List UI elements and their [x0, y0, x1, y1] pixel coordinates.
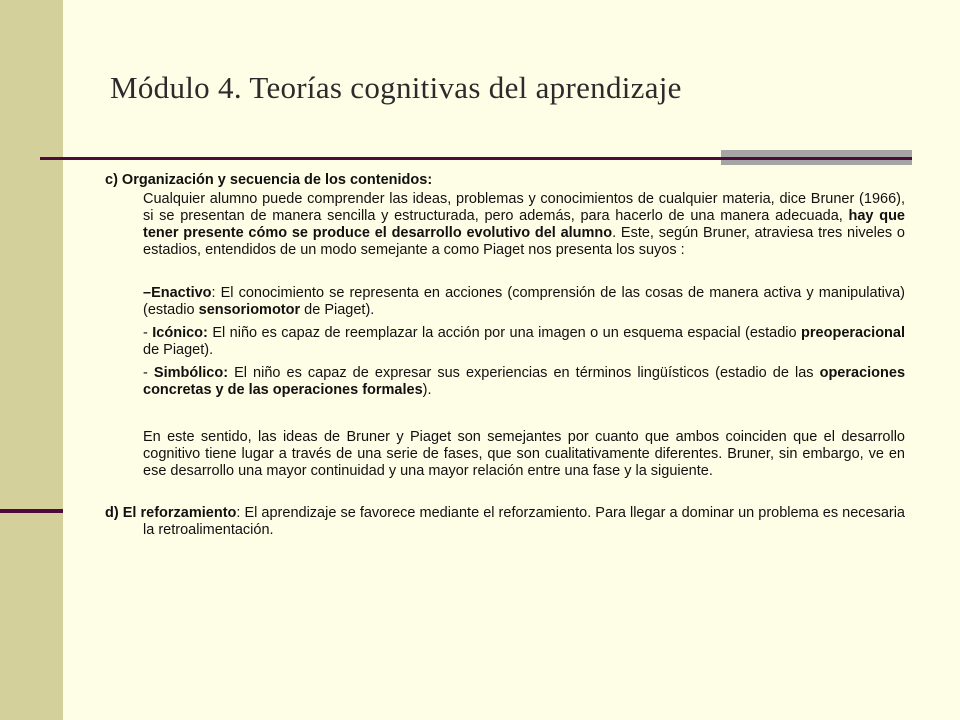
section-c-heading: c) Organización y secuencia de los contenidos: — [105, 172, 433, 188]
slide-title: Módulo 4. Teorías cognitivas del aprendizaje — [110, 70, 682, 105]
simbolico-item — [105, 365, 905, 399]
simbolico-prefix: - — [143, 365, 154, 381]
intro-bold-text: hay que tener presente cómo se produce el desarrollo evolutivo del alumno — [143, 208, 905, 241]
iconico-text-1: El niño es capaz de reemplazar la acción por una imagen o un esquema espacial (estadio — [207, 325, 802, 341]
simbolico-text-2: ). — [422, 382, 432, 398]
simbolico-bold: operaciones concretas y de las operaciones formales — [143, 365, 906, 398]
slide-content — [105, 172, 905, 539]
iconico-text-2: de Piaget). — [143, 342, 214, 358]
iconico-bold: preoperacional — [801, 325, 905, 341]
side-band — [0, 0, 63, 720]
simbolico-label: Simbólico: — [153, 365, 229, 381]
enactivo-prefix: – — [143, 285, 152, 301]
iconico-item — [105, 325, 905, 359]
section-d-label: d) El reforzamiento — [105, 505, 237, 521]
section-d-text: : El aprendizaje se favorece mediante el reforzamiento. Para llegar a dominar un problema es necesaria la retroalimentación. — [143, 505, 905, 538]
enactivo-text-2: de Piaget). — [300, 302, 375, 318]
section-c-intro — [105, 191, 905, 259]
iconico-label: Icónico: — [152, 325, 208, 341]
simbolico-text-1: El niño es capaz de expresar sus experiencias en términos lingüísticos (estadio de las — [228, 365, 820, 381]
enactivo-label: Enactivo — [151, 285, 212, 301]
section-d — [105, 505, 905, 539]
iconico-prefix: - — [143, 325, 153, 341]
intro-text-2: . Este, según Bruner, atraviesa tres niveles o estadios, entendidos de un modo semejante a como Piaget nos presenta los suyos : — [143, 225, 905, 258]
enactivo-item — [105, 285, 905, 319]
intro-text-1: Cualquier alumno puede comprender las ideas, problemas y conocimientos de cualquier materia, dice Bruner (1966), si se presentan de manera sencilla y estructurada, pero además, para hacerlo de una manera adecuada, — [143, 191, 905, 224]
title-rule-line — [40, 157, 912, 160]
side-accent-mark — [0, 509, 63, 513]
enactivo-bold: sensoriomotor — [198, 302, 301, 318]
section-c-conclusion: En este sentido, las ideas de Bruner y Piaget son semejantes por cuanto que ambos coinciden que el desarrollo cognitivo tiene lugar a través de una serie de fases, que son cualitativamente diferentes. Bruner, sin embargo, ve en ese desarrollo una mayor continuidad y una mayor relación entre una fase y la siguiente. — [143, 429, 905, 479]
enactivo-text-1: : El conocimiento se representa en acciones (comprensión de las cosas de manera activa y manipulativa) (estadio — [143, 285, 905, 318]
